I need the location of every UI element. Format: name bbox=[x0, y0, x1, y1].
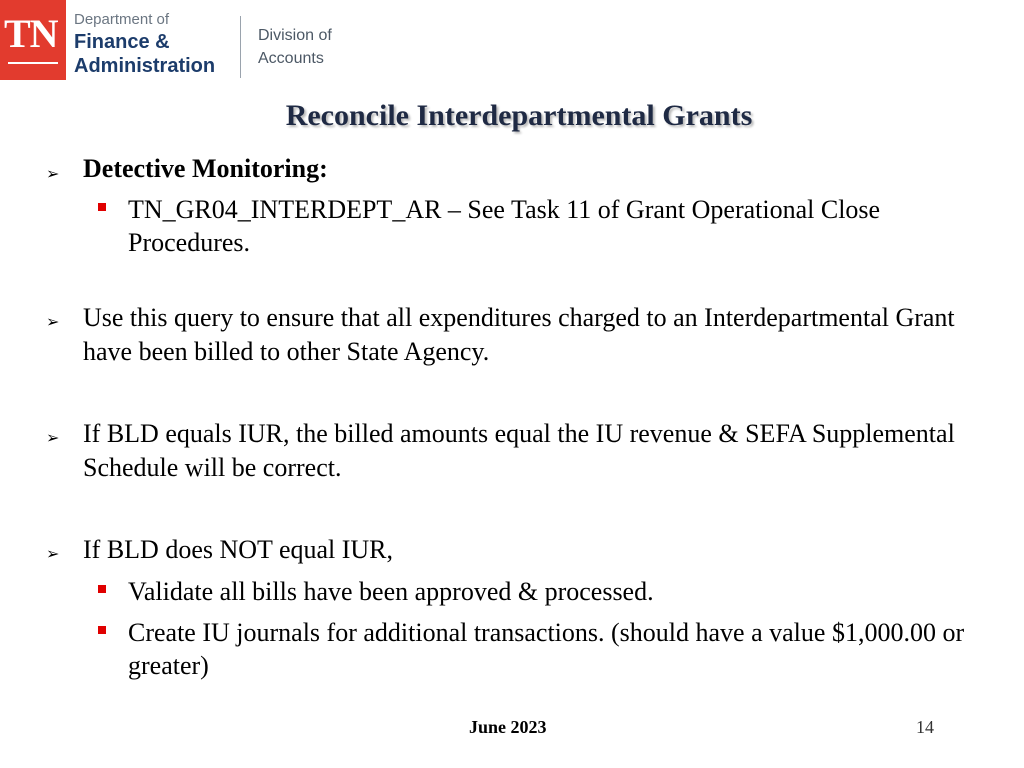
bullet-bld-equals-iur: If BLD equals IUR, the billed amounts equal the IU revenue & SEFA Supplemental Schedule will be correct. bbox=[83, 419, 955, 482]
page-number: 14 bbox=[916, 717, 934, 737]
tn-finance-administration-logo bbox=[0, 0, 345, 82]
finance-label: Finance & bbox=[74, 31, 170, 53]
bullet-bld-not-equal-iur: If BLD does NOT equal IUR, bbox=[83, 535, 394, 564]
red-square-bullet-icon bbox=[98, 626, 106, 634]
department-of-label: Department of bbox=[74, 11, 170, 28]
division-of-label: Division of bbox=[258, 27, 332, 44]
logo-divider bbox=[240, 16, 241, 78]
footer-date: June 2023 bbox=[469, 717, 547, 737]
arrowhead-bullet-icon: ➢ bbox=[46, 544, 60, 563]
red-square-bullet-icon bbox=[98, 203, 106, 211]
arrowhead-bullet-icon: ➢ bbox=[46, 312, 60, 331]
tn-logo-text: TN bbox=[4, 11, 58, 56]
sub-bullet-validate-bills: Validate all bills have been approved & processed. bbox=[128, 577, 654, 606]
administration-label: Administration bbox=[74, 55, 216, 77]
arrowhead-bullet-icon: ➢ bbox=[46, 428, 60, 447]
red-square-bullet-icon bbox=[98, 585, 106, 593]
accounts-label: Accounts bbox=[258, 50, 324, 67]
tn-logo-stripe bbox=[8, 62, 58, 64]
slide-title: Reconcile Interdepartmental Grants bbox=[285, 99, 753, 132]
arrowhead-bullet-icon: ➢ bbox=[46, 164, 60, 183]
sub-bullet-create-iu-journals: Create IU journals for additional transactions. (should have a value $1,000.00 or greater) bbox=[128, 618, 965, 680]
bullet-use-query: Use this query to ensure that all expenditures charged to an Interdepartmental Grant have been billed to other State Agency. bbox=[83, 303, 955, 366]
sub-bullet-interdept-query: TN_GR04_INTERDEPT_AR – See Task 11 of Grant Operational Close Procedures. bbox=[128, 195, 881, 257]
tn-logo-mark bbox=[0, 0, 66, 80]
bullet-detective-monitoring: Detective Monitoring: bbox=[83, 154, 328, 183]
